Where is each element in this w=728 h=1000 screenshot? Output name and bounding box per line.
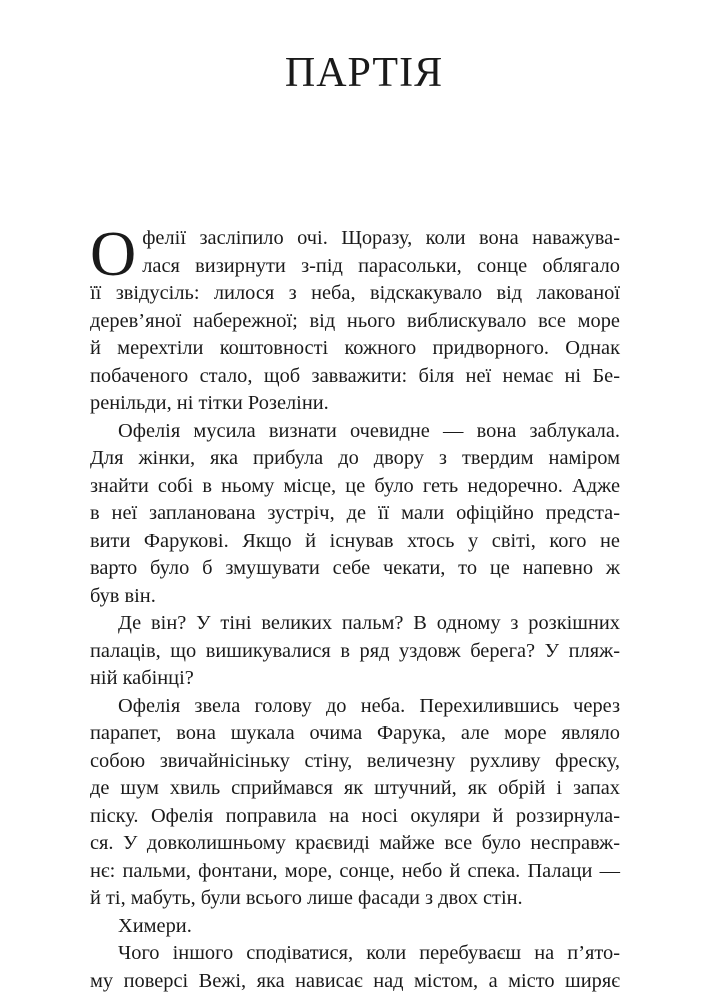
text-line: побаченого стало, щоб завважити: біля неї немає ні Бе-: [90, 364, 620, 387]
chapter-title: ПАРТІЯ: [284, 50, 444, 96]
text-line: Офелія мусила визнати очевидне — вона заблукала.: [118, 419, 620, 442]
text-line: й ті, мабуть, були всього лише фасади з двох стін.: [90, 887, 523, 909]
text-line: варто було б змушувати себе чекати, то це напевно ж: [90, 557, 620, 579]
text-line: Офелія звела голову до неба. Перехилившись через: [118, 694, 620, 717]
drop-cap: О: [90, 218, 137, 289]
text-line: дерев’яної набережної; від нього виблискувало все море: [90, 309, 620, 332]
text-line: піску. Офелія поправила на носі окуляри й роззирнула-: [90, 804, 620, 827]
text-line: й мерехтіли коштовності кожного придворного. Однак: [90, 337, 620, 359]
paragraph: [90, 418, 620, 611]
text-line: фелії засліпило очі. Щоразу, коли вона наважува-: [142, 227, 620, 249]
text-line: Де він? У тіні великих пальм? В одному з розкішних: [118, 612, 620, 634]
text-line: Для жінки, яка прибула до двору з твердим наміром: [90, 447, 620, 469]
text-line: знайти собі в ньому місце, це було геть недоречно. Адже: [90, 474, 620, 497]
text-line: Чого іншого сподіватися, коли перебуваєш на п’ято-: [118, 942, 620, 964]
text-line: парапет, вона шукала очима Фарука, але море являло: [90, 722, 620, 744]
text-line: му поверсі Вежі, яка нависає над містом, а місто ширяє: [90, 969, 620, 992]
paragraph: [90, 913, 620, 941]
text-line: нє: пальми, фонтани, море, сонце, небо й спека. Палаци —: [90, 859, 620, 882]
text-line: собою звичайнісіньку стіну, величезну рухливу фреску,: [90, 749, 620, 772]
text-line: де шум хвиль сприймався як штучний, як обрій і запах: [90, 777, 620, 799]
text-line: Химери.: [118, 914, 192, 937]
text-line: вити Фарукові. Якщо й існував хтось у світі, кого не: [90, 529, 620, 552]
text-line: ся. У довколишньому краєвиді майже все було несправж-: [90, 832, 620, 854]
text-line: палаців, що вишикувалися в ряд уздовж берега? У пляж-: [90, 639, 620, 662]
text-line: в неї запланована зустріч, де її мали офіційно предста-: [90, 502, 620, 524]
text-line: ній кабінці?: [90, 667, 194, 689]
paragraph: [90, 693, 620, 913]
text-line: ренільди, ні тітки Розеліни.: [90, 392, 329, 414]
paragraph: [90, 218, 620, 418]
paragraph: [90, 610, 620, 693]
text-line: її звідусіль: лилося з неба, відскакувало від лакованої: [90, 282, 620, 304]
text-line: лася визирнути з-під парасольки, сонце облягало: [142, 254, 620, 277]
text-line: був він.: [90, 584, 156, 607]
chapter-body: [90, 218, 620, 995]
paragraph: [90, 940, 620, 995]
